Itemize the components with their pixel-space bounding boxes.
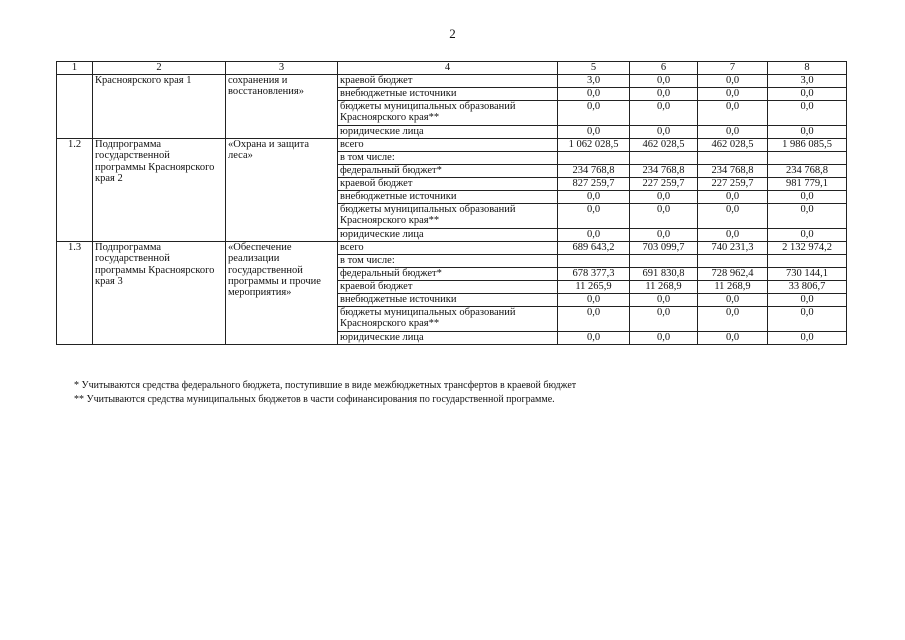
table-row: [57, 242, 847, 255]
funding-source-cell: всего: [338, 242, 558, 255]
amount-cell: 678 377,3: [558, 268, 630, 281]
amount-cell: 703 099,7: [630, 242, 698, 255]
amount-cell: 234 768,8: [558, 165, 630, 178]
amount-cell: 462 028,5: [630, 139, 698, 152]
funding-source-cell: бюджеты муниципальных образований Красноярского края**: [338, 204, 558, 229]
funding-source-cell: в том числе:: [338, 255, 558, 268]
amount-cell: 3,0: [558, 75, 630, 88]
amount-cell: [768, 152, 847, 165]
amount-cell: 0,0: [558, 101, 630, 126]
amount-cell: 0,0: [558, 294, 630, 307]
funding-source-cell: юридические лица: [338, 126, 558, 139]
amount-cell: 691 830,8: [630, 268, 698, 281]
amount-cell: 0,0: [768, 204, 847, 229]
amount-cell: [698, 255, 768, 268]
funding-source-cell: юридические лица: [338, 229, 558, 242]
amount-cell: 0,0: [698, 204, 768, 229]
amount-cell: 740 231,3: [698, 242, 768, 255]
funding-source-cell: юридические лица: [338, 332, 558, 345]
amount-cell: 0,0: [558, 88, 630, 101]
amount-cell: 227 259,7: [630, 178, 698, 191]
amount-cell: 0,0: [698, 101, 768, 126]
amount-cell: 33 806,7: [768, 281, 847, 294]
budget-table: [56, 61, 847, 345]
amount-cell: 0,0: [768, 88, 847, 101]
amount-cell: 11 268,9: [698, 281, 768, 294]
funding-source-cell: в том числе:: [338, 152, 558, 165]
amount-cell: 0,0: [698, 191, 768, 204]
amount-cell: 11 265,9: [558, 281, 630, 294]
amount-cell: 0,0: [768, 332, 847, 345]
amount-cell: 0,0: [768, 229, 847, 242]
funding-source-cell: краевой бюджет: [338, 178, 558, 191]
amount-cell: 227 259,7: [698, 178, 768, 191]
amount-cell: 0,0: [768, 307, 847, 332]
amount-cell: 730 144,1: [768, 268, 847, 281]
amount-cell: 0,0: [630, 204, 698, 229]
column-header: 3: [226, 62, 338, 75]
subprogram-name-cell: Подпрограмма государственной программы Красноярского края 2: [93, 139, 226, 242]
column-header: 2: [93, 62, 226, 75]
footnote-municipal: ** Учитываются средства муниципальных бюджетов в части софинансирования по государственной программе.: [74, 394, 555, 405]
amount-cell: 0,0: [698, 75, 768, 88]
amount-cell: 0,0: [558, 229, 630, 242]
row-number-cell: 1.3: [57, 242, 93, 345]
table-row: [57, 139, 847, 152]
funding-source-cell: краевой бюджет: [338, 281, 558, 294]
funding-source-cell: всего: [338, 139, 558, 152]
page-number: 2: [449, 26, 456, 41]
amount-cell: 0,0: [630, 332, 698, 345]
amount-cell: 0,0: [698, 126, 768, 139]
amount-cell: [558, 255, 630, 268]
amount-cell: 0,0: [558, 191, 630, 204]
column-header: 4: [338, 62, 558, 75]
amount-cell: [698, 152, 768, 165]
column-header: 8: [768, 62, 847, 75]
amount-cell: 234 768,8: [630, 165, 698, 178]
funding-source-cell: внебюджетные источники: [338, 88, 558, 101]
table-row: [57, 75, 847, 88]
amount-cell: 234 768,8: [768, 165, 847, 178]
amount-cell: 1 986 085,5: [768, 139, 847, 152]
subprogram-title-cell: «Обеспечение реализации государственной программы и прочие мероприятия»: [226, 242, 338, 345]
amount-cell: 0,0: [558, 332, 630, 345]
amount-cell: 462 028,5: [698, 139, 768, 152]
amount-cell: 0,0: [698, 229, 768, 242]
amount-cell: 0,0: [558, 126, 630, 139]
amount-cell: 234 768,8: [698, 165, 768, 178]
amount-cell: 0,0: [630, 229, 698, 242]
amount-cell: 0,0: [630, 88, 698, 101]
funding-source-cell: краевой бюджет: [338, 75, 558, 88]
amount-cell: 0,0: [630, 294, 698, 307]
amount-cell: 0,0: [630, 307, 698, 332]
row-number-cell: 1.2: [57, 139, 93, 242]
footnote-federal: * Учитываются средства федерального бюджета, поступившие в виде межбюджетных трансфертов в краевой бюджет: [74, 380, 577, 391]
funding-source-cell: внебюджетные источники: [338, 294, 558, 307]
amount-cell: 0,0: [768, 191, 847, 204]
amount-cell: 0,0: [768, 126, 847, 139]
amount-cell: 981 779,1: [768, 178, 847, 191]
amount-cell: 3,0: [768, 75, 847, 88]
amount-cell: 2 132 974,2: [768, 242, 847, 255]
subprogram-name-cell: Красноярского края 1: [93, 75, 226, 139]
column-header: 1: [57, 62, 93, 75]
amount-cell: 689 643,2: [558, 242, 630, 255]
amount-cell: 11 268,9: [630, 281, 698, 294]
subprogram-title-cell: «Охрана и защита леса»: [226, 139, 338, 242]
amount-cell: 0,0: [630, 75, 698, 88]
amount-cell: [558, 152, 630, 165]
column-header: 6: [630, 62, 698, 75]
amount-cell: 0,0: [558, 204, 630, 229]
table-header-row: [57, 62, 847, 75]
subprogram-name-cell: Подпрограмма государственной программы Красноярского края 3: [93, 242, 226, 345]
funding-source-cell: федеральный бюджет*: [338, 268, 558, 281]
funding-source-cell: внебюджетные источники: [338, 191, 558, 204]
amount-cell: 0,0: [630, 191, 698, 204]
amount-cell: 0,0: [698, 307, 768, 332]
amount-cell: 728 962,4: [698, 268, 768, 281]
row-number-cell: [57, 75, 93, 139]
amount-cell: 1 062 028,5: [558, 139, 630, 152]
subprogram-title-cell: сохранения и восстановления»: [226, 75, 338, 139]
amount-cell: 0,0: [768, 101, 847, 126]
footnotes: [74, 379, 576, 407]
amount-cell: [768, 255, 847, 268]
amount-cell: 0,0: [630, 126, 698, 139]
amount-cell: 0,0: [698, 294, 768, 307]
column-header: 7: [698, 62, 768, 75]
amount-cell: [630, 152, 698, 165]
funding-source-cell: бюджеты муниципальных образований Красноярского края**: [338, 307, 558, 332]
amount-cell: 827 259,7: [558, 178, 630, 191]
amount-cell: 0,0: [698, 332, 768, 345]
amount-cell: [630, 255, 698, 268]
amount-cell: 0,0: [698, 88, 768, 101]
funding-source-cell: бюджеты муниципальных образований Красноярского края**: [338, 101, 558, 126]
funding-source-cell: федеральный бюджет*: [338, 165, 558, 178]
amount-cell: 0,0: [768, 294, 847, 307]
amount-cell: 0,0: [558, 307, 630, 332]
column-header: 5: [558, 62, 630, 75]
amount-cell: 0,0: [630, 101, 698, 126]
